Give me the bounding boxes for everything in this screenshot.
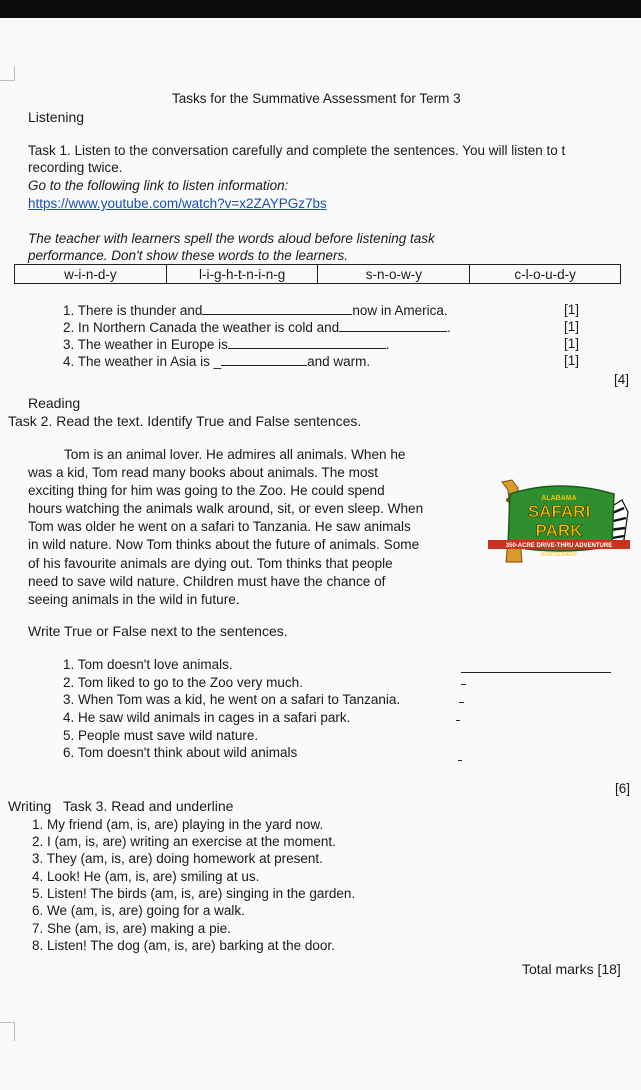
- writing-heading: [8, 798, 233, 814]
- sentence-text: now in America.: [352, 303, 448, 318]
- sentence-text: 1. There is thunder and: [63, 303, 203, 318]
- youtube-link[interactable]: https://www.youtube.com/watch?v=x2ZAYPGz7bs: [28, 196, 327, 211]
- task2-instruction: Task 2. Read the text. Identify True and False sentences.: [8, 413, 362, 429]
- answer-blank[interactable]: [228, 336, 386, 349]
- statement: 4. He saw wild animals in cages in a safari park.: [63, 710, 351, 725]
- text-line: of his favourite animals are dying out. Tom thinks that people: [28, 555, 393, 571]
- reading-text: [28, 446, 470, 609]
- statement: 2. Tom liked to go to the Zoo very much.: [63, 675, 303, 690]
- text-line: seeing animals in the wild in future.: [28, 591, 240, 607]
- answer-line[interactable]: [461, 660, 611, 673]
- reading-heading: Reading: [28, 395, 81, 411]
- statement: 3. When Tom was a kid, he went on a safari to Tanzania.: [63, 692, 401, 707]
- link-intro: Go to the following link to listen information:: [28, 178, 289, 193]
- writing-item: 3. They (am, is, are) doing homework at present.: [32, 851, 323, 866]
- mark: [1]: [564, 336, 580, 351]
- answer-line[interactable]: [458, 752, 462, 761]
- logo-main-text: SAFARI: [527, 502, 591, 521]
- text-line: hours watching the animals walk around, sit, or even sleep. When: [28, 501, 424, 517]
- writing-item: 8. Listen! The dog (am, is, are) barking at the door.: [32, 938, 335, 953]
- sentence-text: 2. In Northern Canada the weather is cold and: [63, 320, 340, 335]
- sentence-text: .: [447, 320, 451, 335]
- text-line: Tom is an animal lover. He admires all animals. When he: [64, 447, 406, 462]
- mark: [1]: [564, 319, 580, 334]
- mark: [1]: [564, 302, 580, 317]
- logo-main-text-2: PARK: [535, 521, 583, 540]
- statement: 6. Tom doesn't think about wild animals: [63, 745, 298, 760]
- task3-instruction: Task 3. Read and underline: [62, 798, 234, 814]
- total-marks: Total marks [18]: [522, 961, 621, 977]
- text-line: was a kid, Tom read many books about animals. The most: [28, 465, 379, 481]
- spelling-word: c-l-o-u-d-y: [470, 265, 621, 284]
- safari-park-logo: [488, 470, 630, 578]
- listening-sentence: [63, 319, 451, 335]
- listening-sentence: [63, 336, 390, 352]
- text-line: exciting thing for him was going to the Zoo. He could spend: [28, 483, 385, 499]
- mark: [1]: [564, 353, 580, 368]
- spelling-row: [15, 265, 621, 284]
- sentence-text: and warm.: [307, 354, 371, 369]
- text-line: in wild nature. Now Tom thinks about the future of animals. Some: [28, 537, 420, 553]
- answer-blank[interactable]: [202, 302, 352, 315]
- spell-note-cont: performance. Don't show these words to the learners.: [28, 248, 348, 263]
- statement: 1. Tom doesn't love animals.: [63, 657, 233, 672]
- writing-label: Writing: [8, 798, 52, 814]
- logo-bottom-text: HONTGOMERY: [540, 552, 578, 558]
- listening-total: [4]: [614, 372, 630, 387]
- answer-blank[interactable]: [221, 353, 307, 366]
- listening-sentence: [63, 353, 370, 369]
- statement: 5. People must save wild nature.: [63, 728, 259, 743]
- logo-banner-text: 350-ACRE DRIVE-THRU ADVENTURE: [505, 543, 613, 549]
- spelling-word: w-i-n-d-y: [15, 265, 167, 284]
- spelling-table: [14, 264, 621, 284]
- answer-line[interactable]: [459, 694, 464, 703]
- spell-note: The teacher with learners spell the words aloud before listening task: [28, 231, 435, 246]
- top-bar: [0, 0, 641, 18]
- corner-mark-bottom: [0, 1022, 15, 1041]
- spelling-word: s-n-o-w-y: [318, 265, 470, 284]
- writing-item: 4. Look! He (am, is, are) smiling at us.: [32, 869, 260, 884]
- writing-item: 7. She (am, is, are) making a pie.: [32, 921, 231, 936]
- spelling-word: l-i-g-h-t-n-i-n-g: [166, 265, 318, 284]
- task1-instruction-cont: recording twice.: [28, 160, 123, 175]
- answer-blank[interactable]: [339, 319, 447, 332]
- writing-item: 6. We (am, is, are) going for a walk.: [32, 903, 245, 918]
- task1-instruction: Task 1. Listen to the conversation carefully and complete the sentences. You will listen to t: [28, 143, 566, 158]
- answer-line[interactable]: [461, 676, 466, 685]
- text-line: Tom was older he went on a safari to Tanzania. He saw animals: [28, 519, 411, 535]
- writing-item: 2. I (am, is, are) writing an exercise at the moment.: [32, 834, 336, 849]
- page-title: Tasks for the Summative Assessment for Term 3: [172, 91, 461, 106]
- listening-heading: Listening: [28, 109, 85, 125]
- sentence-text: .: [385, 337, 390, 352]
- logo-top-text: ALABAMA: [541, 495, 577, 502]
- writing-item: 1. My friend (am, is, are) playing in the yard now.: [32, 817, 324, 832]
- sentence-text: 3. The weather in Europe is: [63, 337, 228, 352]
- answer-line[interactable]: [456, 712, 460, 721]
- listening-sentence: [63, 302, 448, 318]
- text-line: need to save wild nature. Children must have the chance of: [28, 573, 386, 589]
- reading-total: [6]: [615, 781, 631, 796]
- true-false-instruction: Write True or False next to the sentences.: [28, 623, 288, 639]
- sentence-text: 4. The weather in Asia is _: [63, 354, 222, 369]
- writing-item: 5. Listen! The birds (am, is, are) singing in the garden.: [32, 886, 356, 901]
- corner-mark-top: [0, 66, 15, 81]
